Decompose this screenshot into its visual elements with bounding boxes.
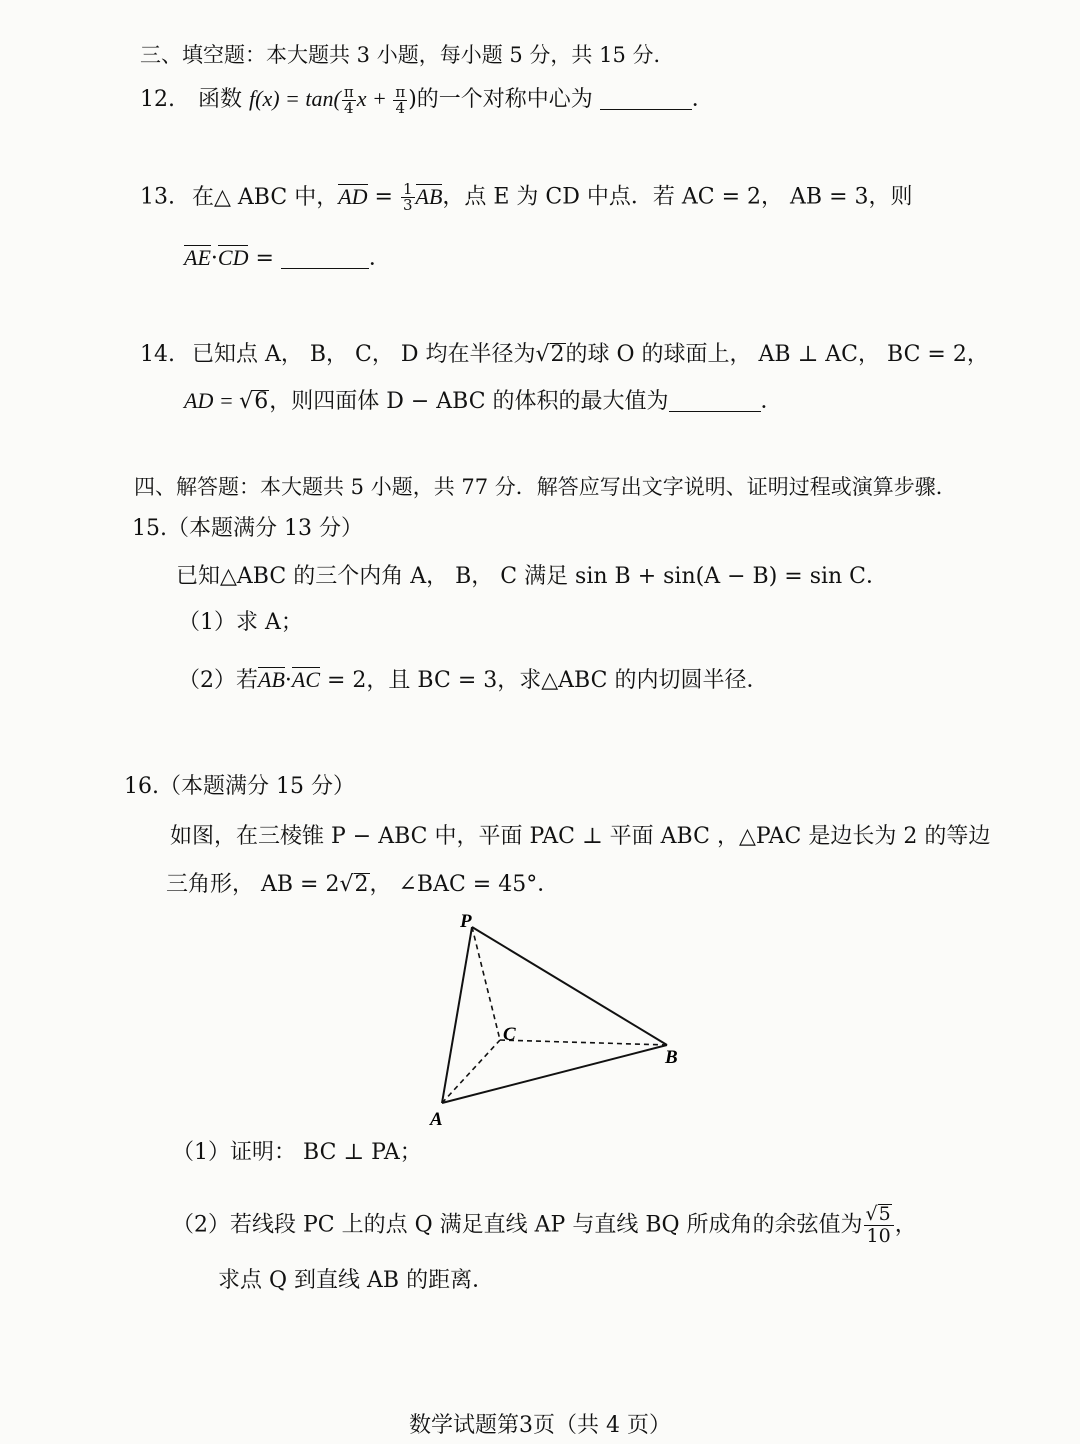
question-13-line-2: AE·CD = ．	[184, 245, 391, 271]
question-16-part-2-line-2: 求点 Q 到直线 AB 的距离．	[218, 1268, 495, 1293]
question-12: 12. 函数 f(x) = tan( $\frac{\pi}{4}$ x + $\frac{\pi}{4}$ )的一个对称中心为 ．	[140, 82, 714, 117]
vector-ad: AD	[338, 183, 368, 209]
sqrt-6: 6	[254, 389, 269, 414]
question-15-stem: 已知△ABC 的三个内角 A， B， C 满足 sin B + sin(A − B) = sin C．	[176, 564, 889, 589]
q12-tail: )的一个对称中心为	[408, 87, 593, 112]
vector-ac: AC	[291, 667, 321, 692]
edge-pa	[442, 927, 472, 1103]
fraction-one-third: $\frac{1}{3}$	[402, 180, 413, 214]
question-16-title: 16.（本题满分 15 分）	[124, 774, 355, 799]
answer-blank[interactable]	[281, 248, 369, 269]
answer-blank[interactable]	[600, 89, 692, 110]
question-16-stem-1: 如图，在三棱锥 P − ABC 中，平面 PAC ⊥ 平面 ABC ，△PAC 是边长为 2 的等边	[170, 824, 991, 849]
answer-blank[interactable]	[669, 391, 761, 412]
edge-pc-dashed	[472, 927, 500, 1040]
question-16-part-1: （1）证明： BC ⊥ PA；	[172, 1140, 422, 1165]
question-16-stem-2: 三角形， AB = 2√2， ∠BAC = 45°．	[166, 872, 560, 897]
section-3-header: 三、填空题：本大题共 3 小题，每小题 5 分，共 15 分．	[140, 43, 675, 67]
sqrt-symbol: √	[239, 389, 254, 414]
label-b: B	[665, 1047, 678, 1068]
question-number: 13.	[140, 184, 175, 210]
q12-function: f(x) = tan(	[249, 86, 341, 111]
sqrt-symbol: √	[535, 342, 550, 367]
sqrt-2: 2	[354, 872, 369, 897]
page-footer: 数学试题第3页（共 4 页）	[409, 1413, 671, 1438]
vector-ae: AE	[184, 245, 211, 270]
fraction-pi-over-4: $\frac{\pi}{4}$	[395, 82, 406, 117]
question-14: 14. 已知点 A， B， C， D 均在半径为√2的球 O 的球面上， AB ⊥ AC， BC = 2，	[140, 342, 989, 367]
vector-cd: CD	[217, 245, 249, 270]
sqrt-2: 2	[550, 342, 565, 367]
question-15-part-1: （1）求 A；	[178, 610, 303, 635]
fraction-sqrt5-over-10: $\frac{√5}{10}$	[864, 1204, 894, 1247]
label-p: P	[460, 911, 472, 932]
question-16-part-2: （2）若线段 PC 上的点 Q 满足直线 AP 与直线 BQ 所成角的余弦值为 $\frac{√5}{10}$ ，	[172, 1203, 917, 1247]
edge-pb	[472, 927, 667, 1045]
label-c: C	[503, 1024, 516, 1045]
edge-cb-dashed	[500, 1040, 667, 1045]
vector-ab: AB	[258, 667, 285, 692]
edge-ab	[442, 1045, 667, 1103]
q12-lead: 函数	[198, 87, 243, 112]
tetrahedron-figure	[420, 905, 700, 1135]
question-13: 13. 在△ ABC 中，AD = $\frac{1}{3}$ AB，点 E 为 CD 中点．若 AC = 2， AB = 3，则	[140, 180, 913, 214]
vector-ab: AB	[415, 183, 443, 209]
sqrt-symbol: √	[339, 872, 354, 897]
label-a: A	[430, 1109, 443, 1130]
question-number: 14.	[140, 342, 175, 367]
section-4-header: 四、解答题：本大题共 5 小题，共 77 分．解答应写出文字说明、证明过程或演算步骤．	[134, 475, 957, 499]
question-number: 12.	[140, 87, 175, 112]
fraction-pi-over-4: $\frac{\pi}{4}$	[343, 82, 354, 117]
question-14-line-2: AD = √6，则四面体 D − ABC 的体积的最大值为 ．	[184, 388, 783, 414]
question-15-title: 15.（本题满分 13 分）	[132, 516, 363, 541]
question-15-part-2: （2）若AB·AC = 2，且 BC = 3，求△ABC 的内切圆半径．	[178, 667, 769, 693]
